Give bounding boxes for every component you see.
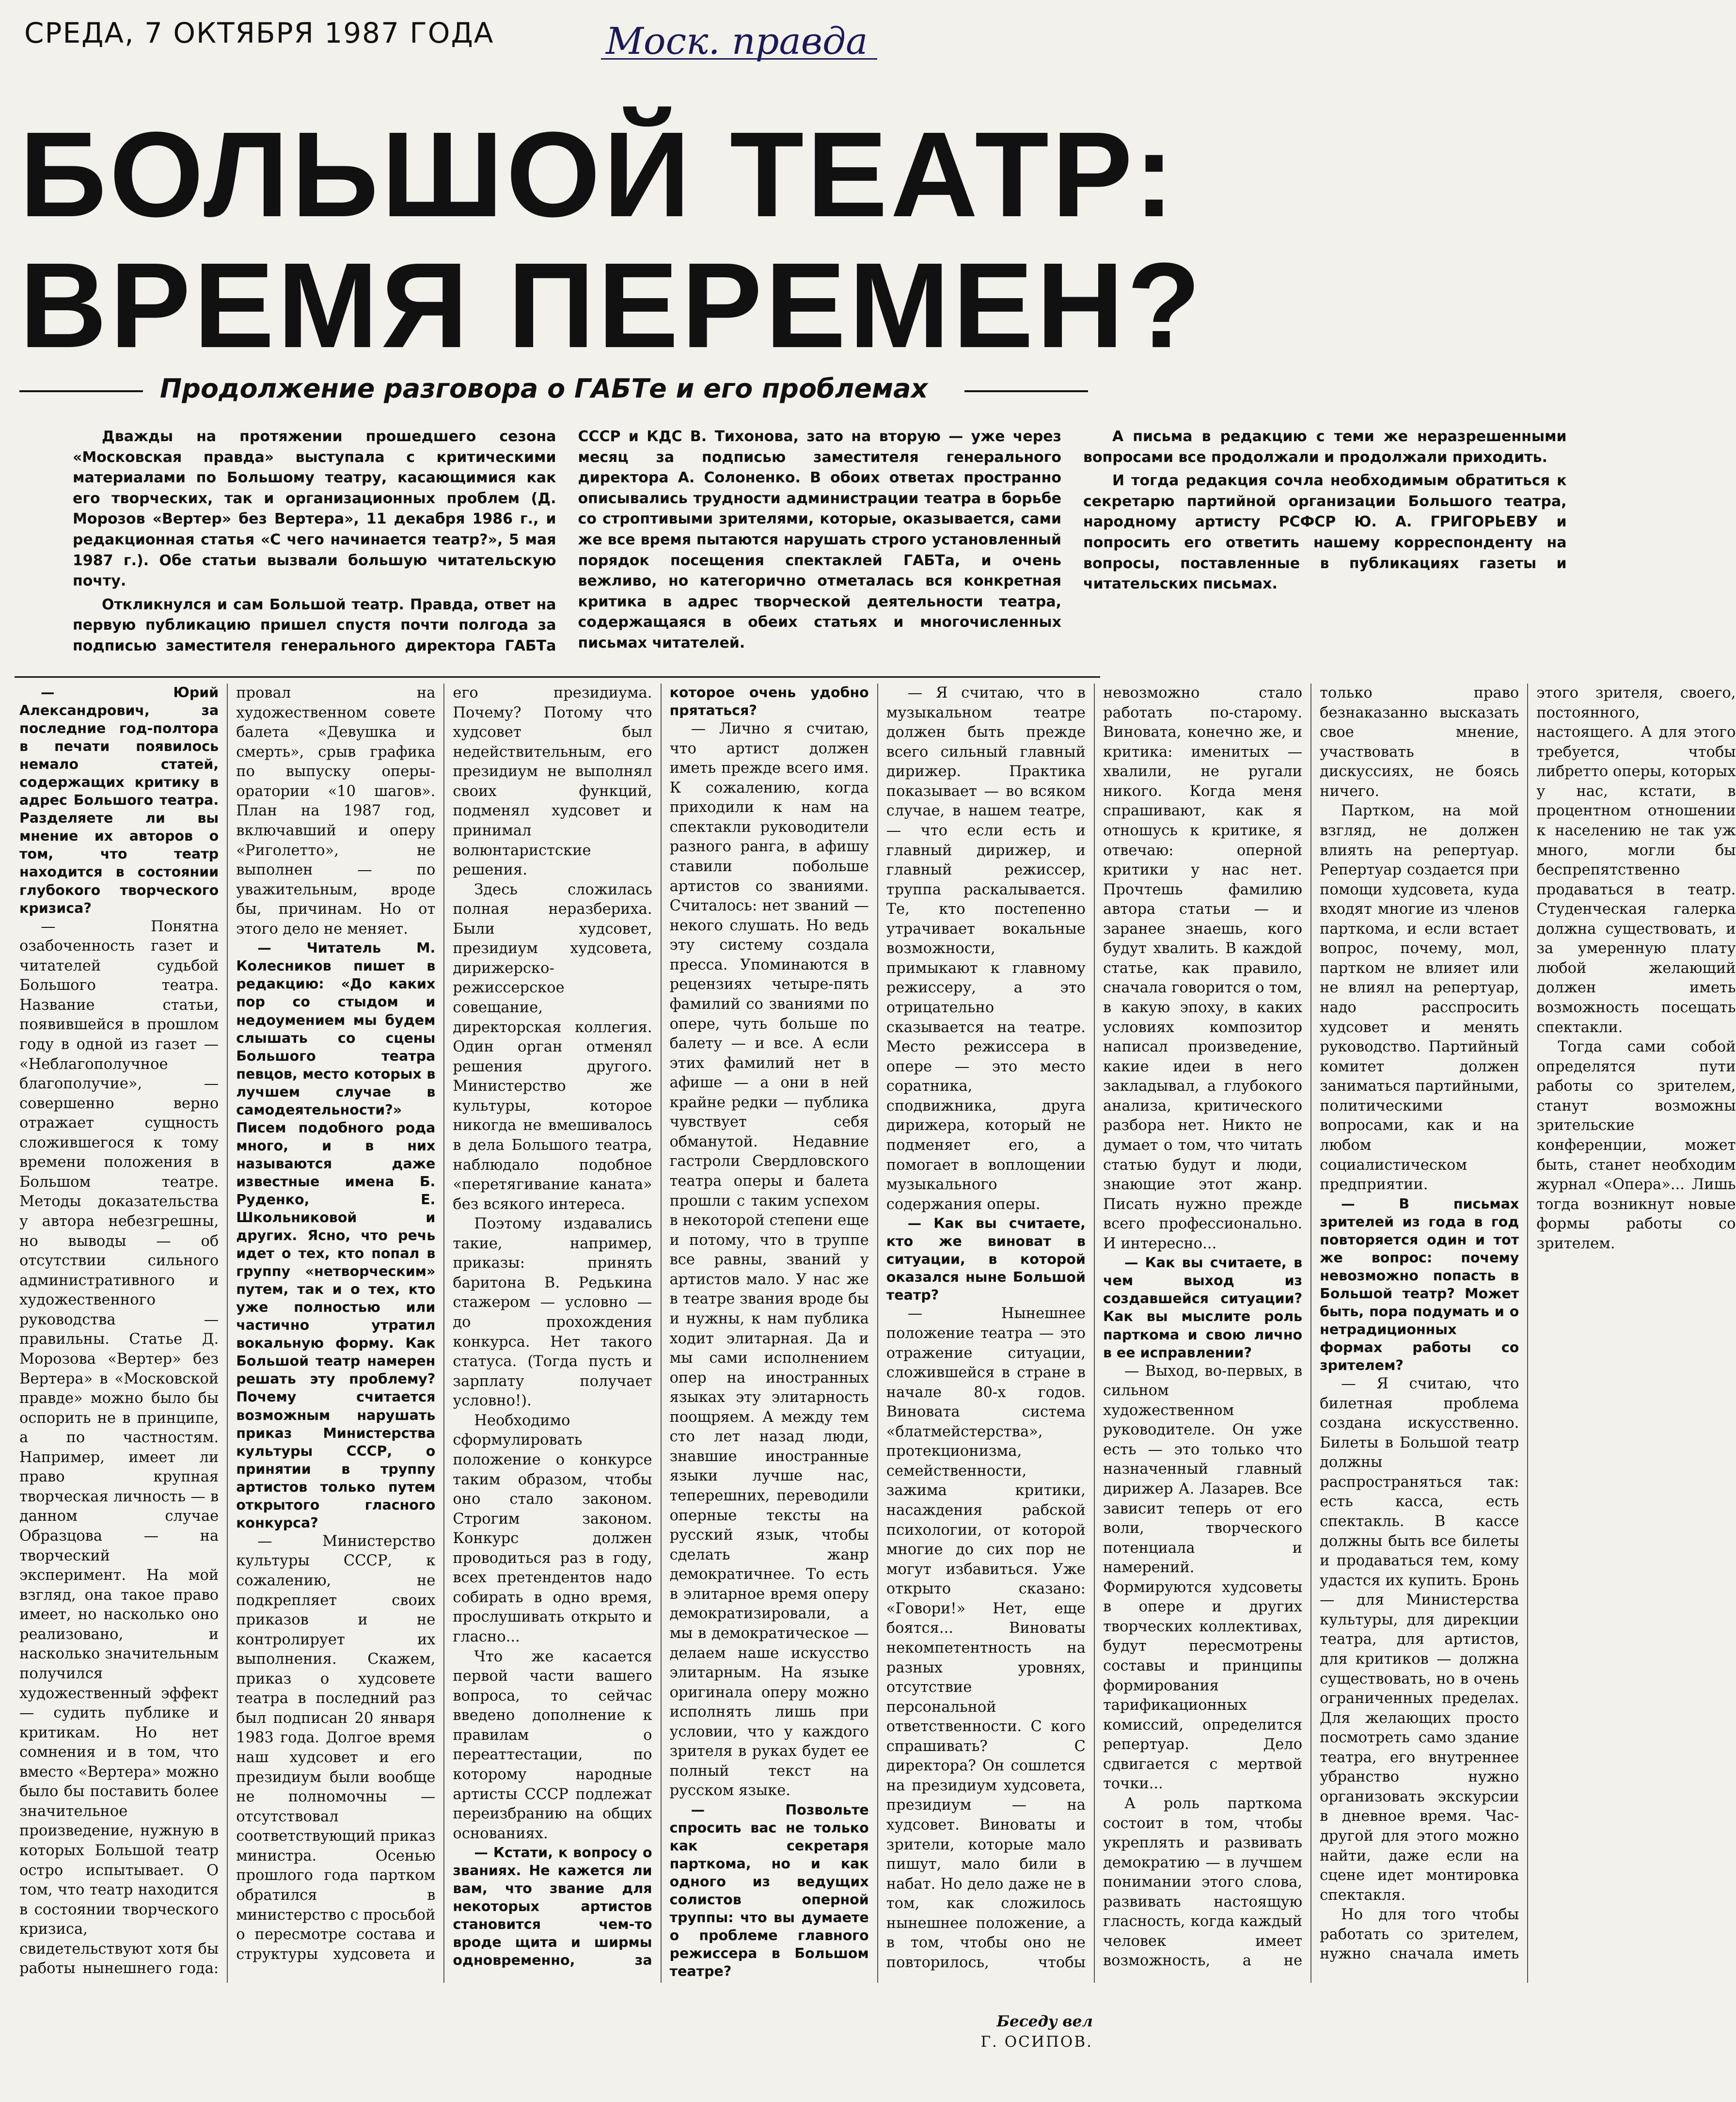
interview-question: — Читатель М. Колесников пишет в редакцию: «До каких пор со стыдом и недоумением мы будем слышать со сцены Большого театра певцов, место которых в лучшем случае в самодеятельности?» Писем подобного рода много, и в них называются даже известные имена Б. Руденко, Е. Школьниковой и других. Ясно, что речь идет о тех, кто попал в группу «нетворческим» путем, так и о тех, кто уже полностью или частично утратил вокальную форму. Как Большой театр намерен решать эту проблему? Почему считается возможным нарушать приказ Министерства культуры СССР, о принятии в труппу артистов только путем открытого гласного конкурса? — [236, 940, 436, 1531]
author-name: Г. ОСИПОВ. — [980, 2033, 1093, 2051]
interview-answer: — Я считаю, что билетная проблема создана искусственно. Билеты в Большой театр должны распространяться так: есть касса, есть спектакль. В кассе должны быть все билеты и продаваться тем, кому удастся их купить. Бронь — для Министерства культуры, для дирекции театра, для артистов, для критиков — должна существовать, но в очень ограниченных пределах. Для желающих просто посмотреть само здание театра, его внутреннее убранство нужно организовать экскурсии в дневное время. Час-другой для этого можно найти, даже если на сцене идет монтировка спектакля. — [1320, 1375, 1519, 1904]
byline: Беседу вел — [996, 2013, 1093, 2030]
interview-answer: Но для того чтобы работать со зрителем, нужно сначала иметь этого зрителя, своего, постоянного, настоящего. А для этого требуется, чтобы либретто оперы, которых у нас, кстати, в процентном отношении к населению не так уж много, могли бы беспрепятственно продаваться в театр. Студенческая галерка должна существовать, и за умеренную плату любой желающий должен иметь возможность посещать спектакли. — [1320, 685, 1736, 1963]
subtitle: Продолжение разговора о ГАБТе и его проблемах — [160, 373, 928, 404]
intro-lead — [73, 427, 1567, 669]
interview-answer: А роль парткома состоит в том, чтобы укреплять и развивать демократию — в лучшем понимании этого слова, развивать настоящую гласность, когда каждый человек имеет возможность, а не только право безнаказанно высказать свое мнение, участвовать в дискуссиях, не боясь ничего. — [1103, 685, 1519, 1970]
interview-question: — Кстати, к вопросу о званиях. Не кажется ли вам, что звание для некоторых артистов становится чем-то вроде щита и ширмы одновременно, за которое очень удобно прятаться? — [453, 685, 869, 1969]
interview-answer: Партком, на мой взгляд, не должен влиять на репертуар. Репертуар создается при помощи худсовета, куда входят многие из членов парткома, и если встает вопрос, почему, мол, партком не влияет или не влиял на репертуар, надо расспросить худсовет и менять руководство. Партийный комитет должен заниматься партийными, политическими вопросами, как и на любом социалистическом предприятии. — [1320, 802, 1519, 1194]
interview-answer: Тогда сами собой определятся пути работы со зрителем, станут возможны зрительские конференции, может быть, станет необходим журнал «Опера»... Лишь тогда возникнут новые формы работы со зрителем. — [1536, 1038, 1736, 1252]
interview-question: — Позвольте спросить вас не только как секретаря парткома, но и как одного из ведущих солистов оперной труппы: что вы думаете о проблеме главного режиссера в Большом театре? — [669, 1802, 869, 1980]
handwritten-note: Моск. правда — [606, 19, 868, 63]
interview-answer: — Выход, во-первых, в сильном художественном руководителе. Он уже есть — это только что назначенный главный дирижер А. Лазарев. Все зависит теперь от его воли, творческого потенциала и намерений. Формируются худсоветы в опере и других творческих коллективах, будут пересмотрены составы и принципы формирования тарификационных комиссий, определится репертуар. Дело сдвигается с мертвой точки... — [1103, 1362, 1303, 1793]
interview-answer: Необходимо сформулировать положение о конкурсе таким образом, чтобы оно стало законом. Строгим законом. Конкурс должен проводиться раз в году, всех претендентов надо собирать в одно время, прослушивать открыто и гласно... — [453, 1412, 652, 1645]
interview-answer: — Нынешнее положение театра — это отражение ситуации, сложившейся в стране в начале 80-х годов. Виновата система «блатмейстерства», протекционизма, семейственности, зажима критики, насаждения рабской психологии, от которой многие до сих пор не могут избавиться. Уже открыто сказано: «Говори!» Нет, еще боятся... Виноваты некомпетентность на разных уровнях, отсутствие персональной ответственности. С кого спрашивать? С директора? Он сошлется на президиум худсовета, президиум — на худсовет. Виноваты и зрители, которые мало пишут, мало били в набат. Но дело даже не в том, как сложилось нынешнее положение, а в том, чтобы оно не повторилось, чтобы невозможно стало работать по-старому. Виновата, конечно же, и критика: именитых — хвалили, не ругали никого. Когда меня спрашивают, как я отношусь к критике, я отвечаю: оперной критики у нас нет. Прочтешь фамилию автора статьи — и заранее знаешь, кого будут хвалить. В каждой статье, как правило, сначала говорится о том, в какую эпоху, в каких условиях композитор написал произведение, какие идеи в него закладывал, а глубокого анализа, критического разбора нет. Никто не думает о том, что читать статью будут и люди, знающие этот жанр. Писать нужно прежде всего профессионально. И интересно... — [886, 685, 1303, 1971]
section-divider — [15, 676, 1100, 678]
signature-block — [967, 2012, 1093, 2053]
dateline: СРЕДА, 7 ОКТЯБРЯ 1987 ГОДА — [24, 16, 494, 49]
interview-question: — Юрий Александрович, за последние год-полтора в печати появилось немало статей, содержащих критику в адрес Большого театра. Разделяете ли вы мнение их авторов о том, что театр находится в состоянии глубокого творческого кризиса? — [19, 685, 219, 916]
interview-answer: Поэтому издавались такие, например, приказы: принять баритона В. Редькина стажером — условно — до прохождения конкурса. Нет такого статуса. (Тогда пусть и зарплату получает условно!). — [453, 1215, 652, 1410]
intro-paragraph: А письма в редакцию с теми же неразрешенными вопросами все продолжали и продолжали приходить. — [1083, 428, 1567, 466]
interview-question: — Как вы считаете, в чем выход из создавшейся ситуации? Как вы мыслите роль парткома и свою лично в ее исправлении? — [1103, 1255, 1303, 1361]
interview-answer: — Я считаю, что в музыкальном театре должен быть прежде всего сильный главный дирижер. Практика показывает — во всяком случае, в нашем театре, — что если есть и главный дирижер, и главный режиссер, труппа раскалывается. Те, кто постепенно утрачивает вокальные возможности, примыкают к главному режиссеру, а это отрицательно сказывается на театре. Место режиссера в опере — это место соратника, сподвижника, друга дирижера, который не подменяет его, а помогает в воплощении музыкального содержания оперы. — [886, 685, 1086, 1213]
intro-paragraph: Дважды на протяжении прошедшего сезона «Московская правда» выступала с критическими материалами по Большому театру, касающимися как его творческих, так и организационных проблем (Д. Морозов «Вертер» без Вертера», 11 декабря 1986 г., и редакционная статья «С чего начинается театр?», 5 мая 1987 г.). Обе статьи вызвали большую читательскую почту. — [73, 428, 556, 590]
interview-answer: — Понятна озабоченность газет и читателей судьбой Большого театра. Название статьи, появившейся в прошлом году в одной из газет — «Неблагополучное благополучие», — совершенно верно отражает сущность сложившегося к тому времени положения в Большом театре. Методы доказательства у автора небезгрешны, но выводы — об отсутствии сильного административного и художественного руководства — правильны. Статье Д. Морозова «Вертер» без Вертера» в «Московской правде» можно было бы оспорить не в принципе, а по частностям. Например, имеет ли право крупная творческая личность — в данном случае Образцова — на творческий эксперимент. На мой взгляд, она такое право имеет, но насколько оно реализовано, и насколько значительным получился художественный эффект — судить публике и критикам. Но нет сомнения и в том, что вместо «Вертера» можно было бы поставить более значительное произведение, нужную в которых Большой театр остро испытывает. О том, что театр находится в состоянии творческого кризиса, свидетельствуют хотя бы работы нынешнего года: провал на художественном совете балета «Девушка и смерть», срыв графика по выпуску оперы-оратории «10 шагов». План на 1987 год, включавший и оперу «Риголетто», не выполнен — по уважительным, вроде бы, причинам. Но от этого дело не меняет. — [19, 685, 436, 1977]
interview-question: — Как вы считаете, кто же виноват в ситуации, в которой оказался ныне Большой театр? — [886, 1215, 1086, 1304]
interview-question: — В письмах зрителей из года в год повторяется один и тот же вопрос: почему невозможно попасть в Большой театр? Может быть, пора подумать и о нетрадиционных формах работы со зрителем? — [1320, 1195, 1519, 1374]
intro-paragraph: И тогда редакция сочла необходимым обратиться к секретарю партийной организации Большого театра, народному артисту РСФСР Ю. А. ГРИГОРЬЕВУ и попросить его ответить нашему корреспонденту на вопросы, поставленные в публикациях газеты и читательских письмах. — [1083, 472, 1567, 593]
interview-answer: — Лично я считаю, что артист должен иметь прежде всего имя. К сожалению, когда приходили к нам на спектакли руководители разного ранга, в афишу ставили побольше артистов со званиями. Считалось: нет званий — некого слушать. Но ведь эту систему создала пресса. Упоминаются в рецензиях четыре-пять фамилий со званиями по опере, чуть больше по балету — и все. А если этих фамилий нет в афише — а они в ней крайне редки — публика чувствует себя обманутой. Недавние гастроли Свердловского театра оперы и балета прошли с таким успехом в некоторой степени еще и потому, что в труппе все равны, званий у артистов мало. У нас же в театре звания вроде бы и нужны, к нам публика ходит элитарная. Да и мы сами исполнением опер на иностранных языках эту элитарность поощряем. А между тем сто лет назад люди, знавшие иностранные языки лучше нас, теперешних, переводили оперные тексты на русский язык, чтобы сделать жанр демократичнее. То есть в элитарное время оперу демократизировали, а мы в демократическое — делаем наше искусство элитарным. На языке оригинала оперу можно исполнять лишь при условии, что у каждого зрителя в руках будет ее полный текст на русском языке. — [669, 720, 869, 1799]
subtitle-rule-left — [19, 390, 143, 392]
interview-answer: Что же касается первой части вашего вопроса, то сейчас введено дополнение к правилам о переаттестации, по которому народные артисты СССР подлежат переизбранию на общих основаниях. — [453, 1648, 652, 1842]
intro-paragraph: Откликнулся и сам Большой театр. Правда, ответ на первую публикацию пришел спустя почти полгода за подписью заместителя генерального директора ГАБТа СССР и КДС В. Тихонова, зато на вторую — уже через месяц за подписью заместителя генерального директора А. Солоненко. В обоих ответах пространно описывались трудности администрации театра в борьбе со строптивыми зрителями, которые, оказывается, сами же все время пытаются нарушать строго установленный порядок посещения спектаклей ГАБТа, и очень вежливо, но категорично отметалась вся конкретная критика в адрес творческой деятельности театра, содержащаяся в обеих статьях и многочисленных письмах читателей. — [73, 428, 1061, 654]
headline-line-2: ВРЕМЯ ПЕРЕМЕН? — [19, 238, 1204, 373]
interview-answer: — Министерство культуры СССР, к сожалению, не подкрепляет своих приказов и не контролирует их выполнения. Скажем, приказ о худсовете театра в последний раз был подписан 20 января 1983 года. Долгое время наш худсовет и его президиум были вообще не полномочны — отсутствовал соответствующий приказ министра. Осенью прошлого года партком обратился в министерство с просьбой о пересмотре состава и структуры худсовета и его президиума. Почему? Потому что худсовет был недействительным, его президиум не выполнял своих функций, подменял худсовет и принимал волюнтаристские решения. — [236, 685, 652, 1963]
headline-line-1: БОЛЬШОЙ ТЕАТР: — [19, 107, 1177, 242]
article-body — [19, 684, 1736, 1983]
interview-answer: Здесь сложилась полная неразбериха. Были худсовет, президиум худсовета, дирижерско-режиссерское совещание, директорская коллегия. Один орган отменял решения другого. Министерство же культуры, которое никогда не вмешивалось в дела Большого театра, наблюдало подобное «перетягивание каната» без всякого интереса. — [453, 881, 652, 1213]
subtitle-rule-right — [964, 390, 1088, 392]
